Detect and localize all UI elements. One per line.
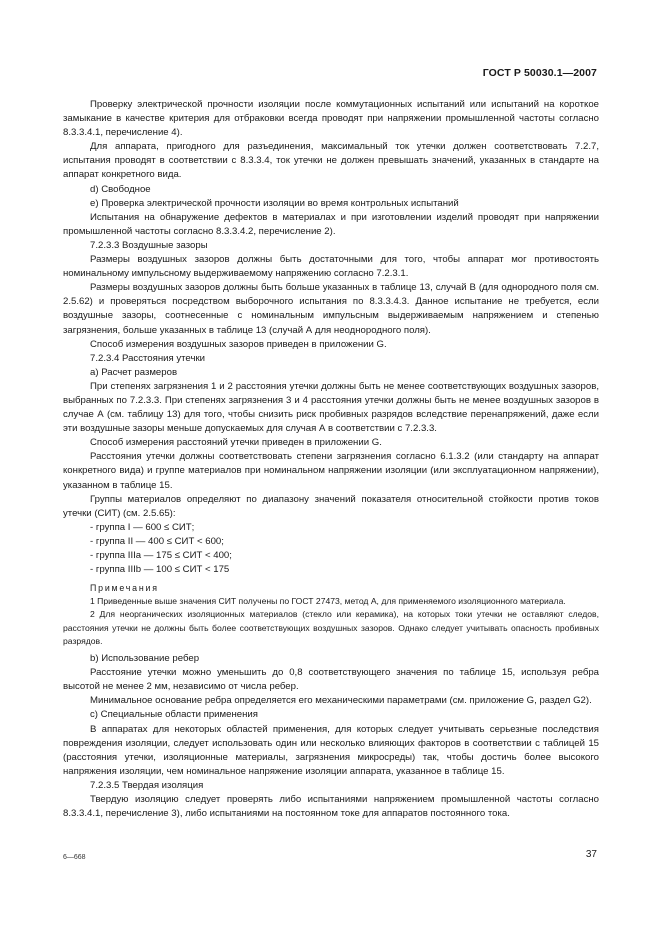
- section-heading: 7.2.3.3 Воздушные зазоры: [90, 239, 208, 251]
- list-item: с) Специальные области применения: [90, 709, 258, 721]
- list-item: d) Свободное: [90, 183, 151, 195]
- paragraph: При степенях загрязнения 1 и 2 расстояния утечки должны быть не менее соответствующих воздушных зазоров, выбранных по 7.2.3.3. При степенях загрязнения 3 и 4 расстояния утечки должны быть не менее воздушных зазоров в случае А (см. таблицу 13) для того, чтобы снизить риск пробивных разрядов вследствие перенапряжений, даже если эти воздушные зазоры меньше допускаемых для случая А в соответствии с 7.2.3.3.: [63, 380, 599, 435]
- print-mark: 6—668: [63, 854, 86, 861]
- material-group-item: - группа IIIb — 100 ≤ СИТ < 175: [90, 564, 230, 576]
- note-item: 2 Для неорганических изоляционных материалов (стекло или керамика), на которых токи утечки не оставляют следов, расстояния утечки не должны быть более соответствующих воздушных зазоров. Однако следует учитывать опасность пробивных разрядов.: [63, 609, 599, 646]
- paragraph: Испытания на обнаружение дефектов в материалах и при изготовлении изделий проводят при напряжении промышленной частоты согласно 8.3.3.4.2, перечисление 2).: [63, 211, 599, 237]
- material-group-item: - группа IIIа — 175 ≤ СИТ < 400;: [90, 550, 232, 561]
- paragraph: Расстояния утечки должны соответствовать степени загрязнения согласно 6.1.3.2 (или стандарту на аппарат конкретного вида) и группе материалов при номинальном напряжении изоляции (или эксплуатационном напряжении), указанном в таблице 15.: [63, 451, 599, 491]
- section-heading: 7.2.3.5 Твердая изоляция: [90, 779, 204, 791]
- paragraph: Проверку электрической прочности изоляции после коммутационных испытаний или испытаний на короткое замыкание в качестве критерия для отбраковки всегда проводят при напряжении промышленной частоты согласно 8.3.3.4.1, перечисление 4).: [63, 99, 599, 139]
- paragraph: Размеры воздушных зазоров должны быть больше указанных в таблице 13, случай В (для однородного поля см. 2.5.62) и проверяться посредством выборочного испытания по 8.3.3.4.3. Данное испытание не требуется, если воздушные зазоры, соотнесенные с номинальным импульсным выдерживаемым напряжением и степенью загрязнения, больше указанных в таблице 13 (случай А для неоднородного поля).: [63, 282, 599, 336]
- material-group-item: - группа II — 400 ≤ СИТ < 600;: [90, 535, 224, 547]
- paragraph: Способ измерения воздушных зазоров приведен в приложении G.: [90, 338, 387, 350]
- list-item: а) Расчет размеров: [90, 366, 178, 378]
- list-item: e) Проверка электрической прочности изоляции во время контрольных испытаний: [90, 197, 459, 209]
- page-number: 37: [585, 849, 597, 860]
- material-group-item: - группа I — 600 ≤ СИТ;: [90, 521, 195, 533]
- note-item: 1 Приведенные выше значения СИТ получены по ГОСТ 27473, метод А, для применяемого изоляционного материала.: [90, 596, 566, 607]
- paragraph: Твердую изоляцию следует проверять либо испытаниями напряжением промышленной частоты согласно 8.3.3.4.1, перечисление 3), либо испытаниями на постоянном токе для аппаратов постоянного тока.: [63, 794, 599, 820]
- notes-heading: Примечания: [90, 583, 159, 594]
- paragraph: Для аппарата, пригодного для разъединения, максимальный ток утечки должен соответствовать 7.2.7, испытания проводят в соответствии с 8.3.3.4, ток утечки не должен превышать значений, указанных в стандарте на аппарат конкретного вида.: [63, 141, 599, 181]
- paragraph: Расстояние утечки можно уменьшить до 0,8 соответствующего значения по таблице 15, используя ребра высотой не менее 2 мм, независимо от числа ребер.: [63, 667, 599, 693]
- paragraph: Способ измерения расстояний утечки приведен в приложении G.: [90, 437, 382, 449]
- paragraph: Группы материалов определяют по диапазону значений показателя относительной стойкости против токов утечки (СИТ) (см. 2.5.65):: [63, 493, 599, 519]
- section-heading: 7.2.3.4 Расстояния утечки: [90, 352, 206, 364]
- paragraph: В аппаратах для некоторых областей применения, для которых следует учитывать серьезные последствия повреждения изоляции, следует использовать один или несколько влияющих факторов в соответствии с таблицей 15 (расстояния утечки, изоляционные материалы, загрязнения микросреды) так, чтобы достичь более высокого напряжения изоляции, чем номинальное напряжение изоляции аппарата, указанное в таблице 15.: [63, 723, 599, 777]
- paragraph: Размеры воздушных зазоров должны быть достаточными для того, чтобы аппарат мог противостоять номинальному импульсному выдерживаемому напряжению согласно 7.2.3.1.: [63, 254, 599, 280]
- list-item: b) Использование ребер: [90, 653, 200, 665]
- document-id-header: ГОСТ Р 50030.1—2007: [482, 67, 597, 79]
- document-body: [63, 98, 599, 821]
- paragraph: Минимальное основание ребра определяется его механическими параметрами (см. приложение G, раздел G2).: [90, 695, 592, 707]
